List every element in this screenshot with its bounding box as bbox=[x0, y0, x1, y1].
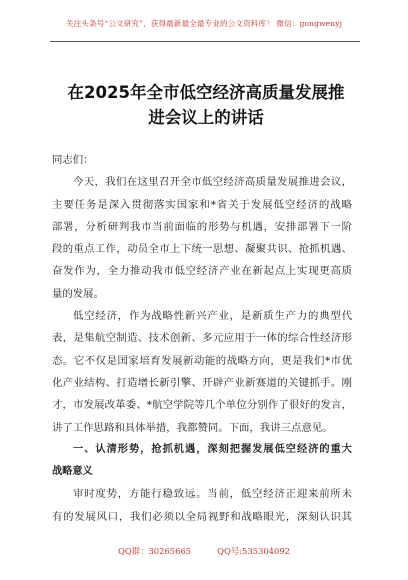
body-line: 量的发展。 bbox=[52, 287, 104, 300]
body-line: 审时度势，方能行稳致远。当前，低空经济正迎来前所未 bbox=[73, 488, 352, 501]
title-line: 在2025年全市低空经济高质量发展推 bbox=[67, 83, 345, 102]
document-body bbox=[52, 149, 352, 528]
body-line: 今天，我们在这里召开全市低空经济高质量发展推进会议， bbox=[73, 176, 352, 189]
body-line: 低空经济，作为战略性新兴产业，是新质生产力的典型代 bbox=[73, 310, 352, 323]
footer-qq-group: QQ群：30265665 bbox=[118, 546, 192, 556]
section-heading: 战略意义 bbox=[52, 466, 93, 478]
footer-qq: QQ号:535304092 bbox=[217, 546, 290, 556]
footer-contact bbox=[0, 545, 408, 557]
body-line: 才，市发展改革委、*航空学院等几个单位分别作了很好的发言， bbox=[52, 399, 352, 412]
header-divider bbox=[50, 41, 360, 42]
body-line: 段的重点工作，动员全市上下统一思想、凝聚共识、抢抓机遇、 bbox=[52, 243, 352, 256]
header-banner: 关注头条号“公文研究”，获得最新最全最专业的公文资料库！ 微信：gongwenyj bbox=[65, 19, 343, 28]
salutation: 同志们： bbox=[52, 154, 94, 166]
body-line: 部署，分析研判我市当前面临的形势与机遇，安排部署下一阶 bbox=[52, 220, 352, 233]
body-line: 态。它不仅是国家培育发展新动能的战略方向，更是我们*市优 bbox=[52, 354, 352, 367]
body-line: 化产业结构、打造增长新引擎、开辟产业新赛道的关键抓手。刚 bbox=[52, 376, 352, 389]
body-line: 讲了工作思路和具体举措，我都赞同。下面，我讲三点意见。 bbox=[52, 421, 333, 434]
body-line: 表，是集航空制造、技术创新、多元应用于一体的综合性经济形 bbox=[52, 332, 352, 345]
title-line: 进会议上的讲话 bbox=[148, 108, 264, 127]
document-title bbox=[46, 80, 366, 130]
body-line: 奋发作为，全力推动我市低空经济产业在新起点上实现更高质 bbox=[52, 265, 352, 278]
body-line: 主要任务是深入贯彻落实国家和*省关于发展低空经济的战略 bbox=[52, 198, 352, 211]
body-line: 有的发展风口，我们必须以全局视野和战略眼光，深刻认识其 bbox=[52, 510, 352, 523]
section-heading: 一、认清形势，抢抓机遇，深刻把握发展低空经济的重大 bbox=[73, 443, 352, 455]
